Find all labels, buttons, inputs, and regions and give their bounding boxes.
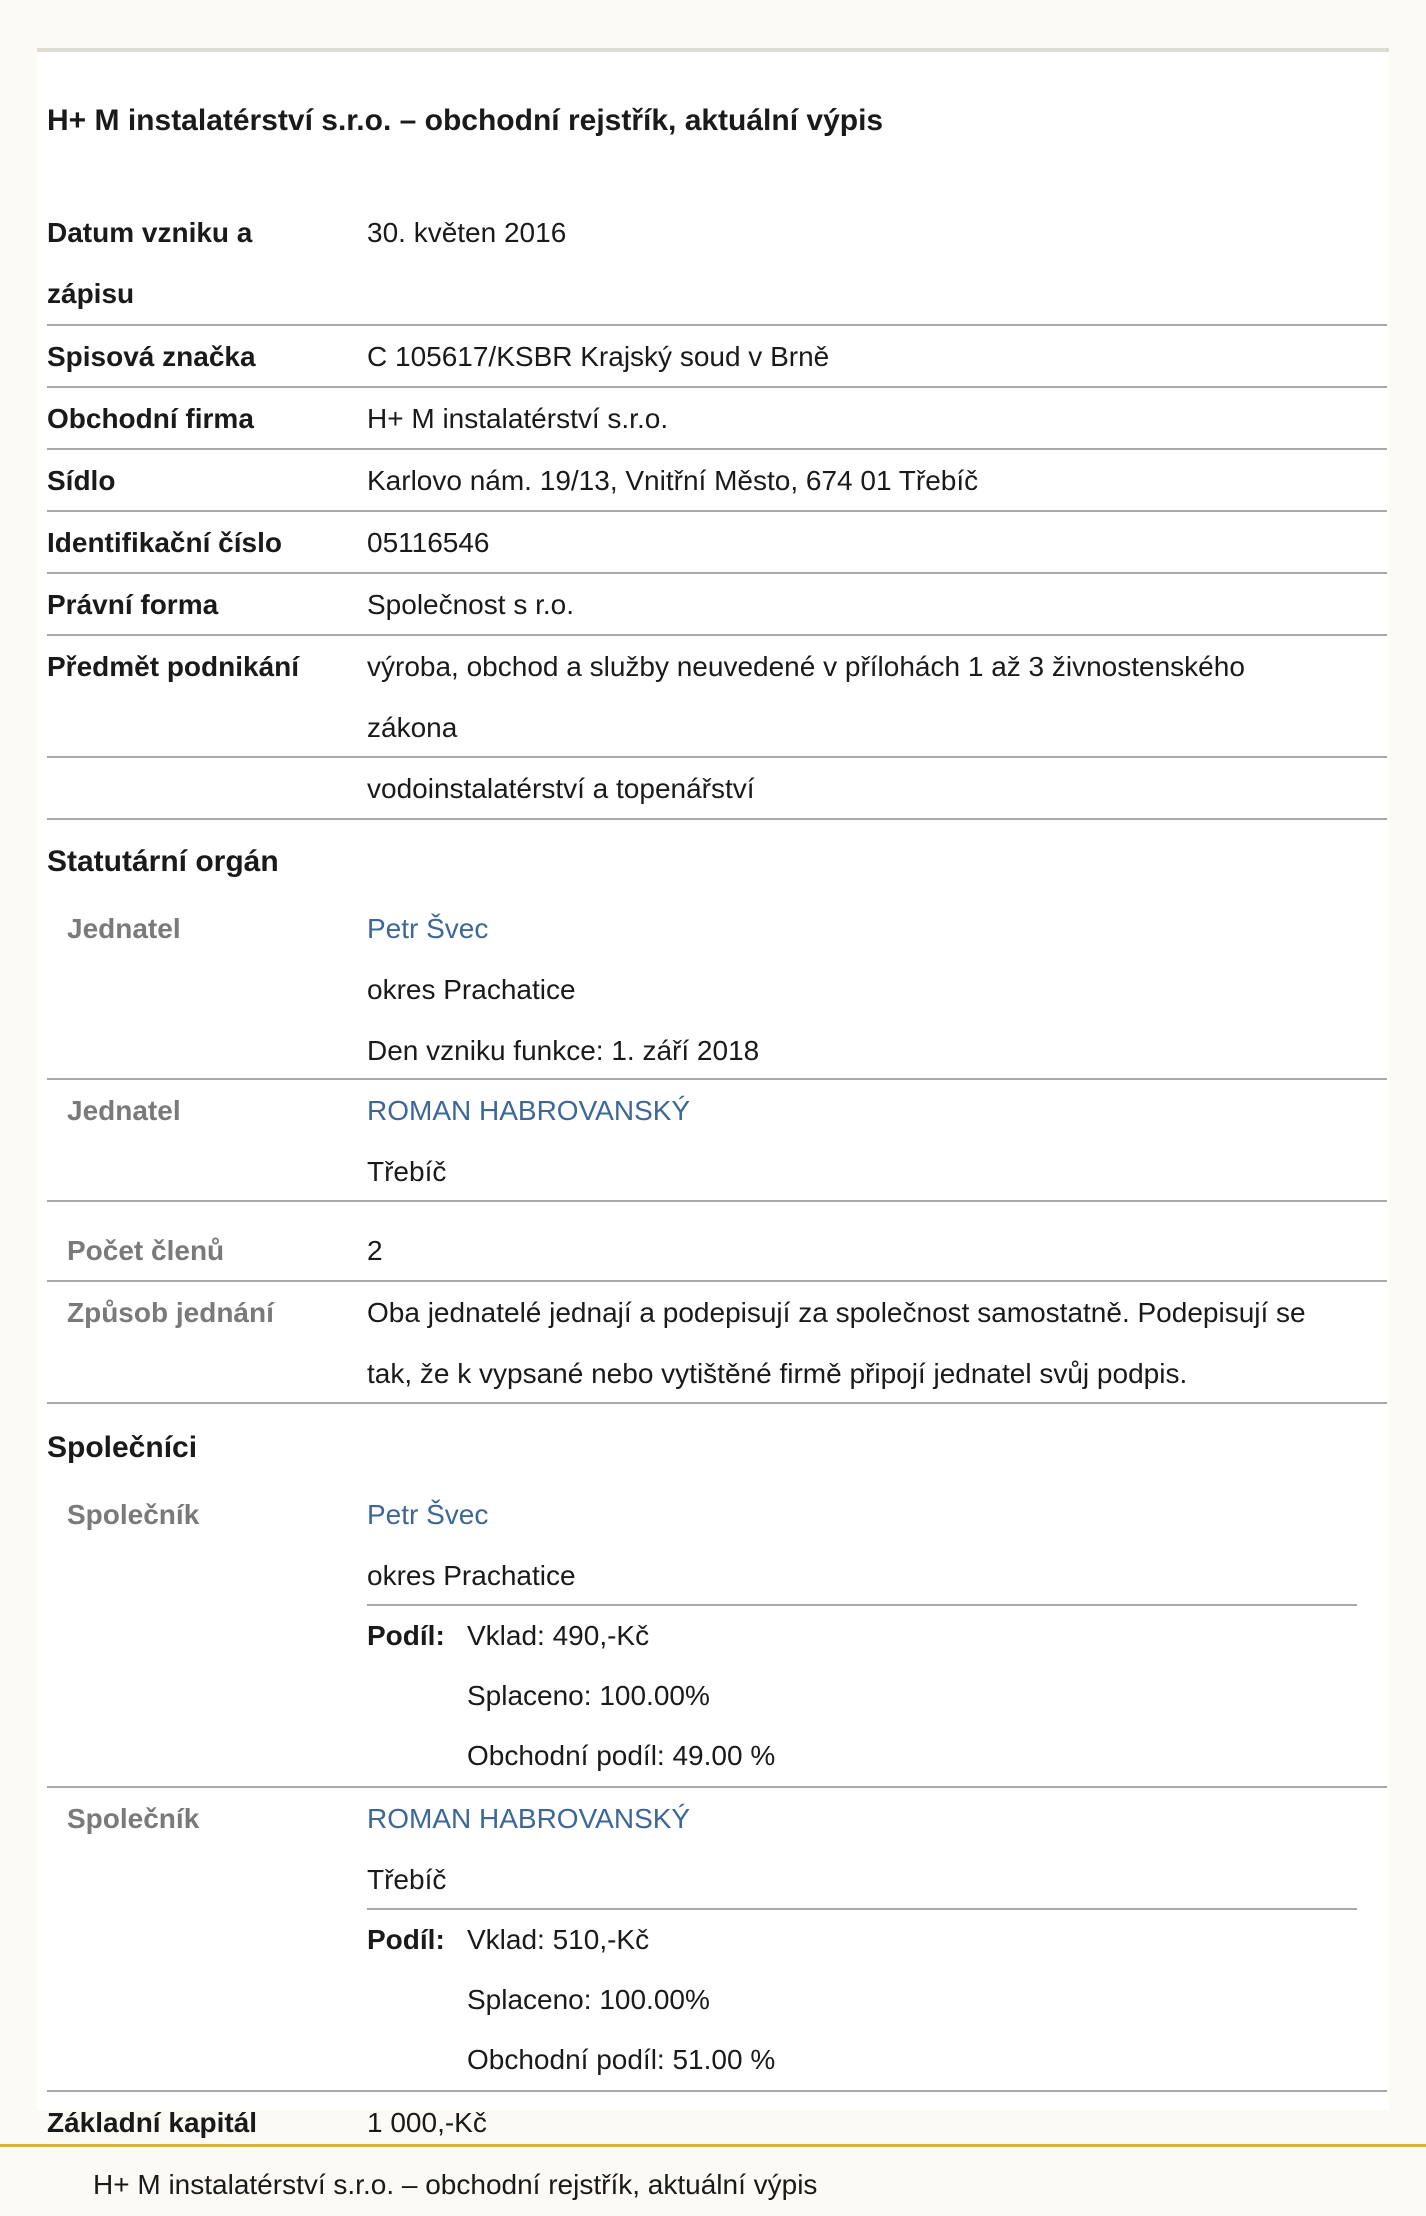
ico-value: 05116546 [367,527,490,558]
share-paid: Splaceno: 100.00% [467,1680,710,1711]
share-percent: Obchodní podíl: 51.00 % [467,2044,776,2075]
member-count-value: 2 [367,1235,383,1266]
partner-share [367,1908,1357,2088]
legal-form-value: Společnost s r.o. [367,589,575,620]
member-place: okres Prachatice [367,974,576,1005]
member-name-link[interactable]: Petr Švec [367,913,489,944]
partner-name-link[interactable]: Petr Švec [367,1499,489,1530]
section-partners-title: Společníci [47,1431,198,1464]
row-firm [47,388,1387,450]
register-extract [37,48,1389,2138]
file-mark-value: C 105617/KSBR Krajský soud v Brně [367,341,830,372]
row-file-mark [47,326,1387,388]
capital-value: 1 000,-Kč [367,2107,487,2138]
partner-name-link[interactable]: ROMAN HABROVANSKÝ [367,1803,691,1834]
member-place: Třebíč [367,1156,447,1187]
share-paid: Splaceno: 100.00% [467,1984,710,2015]
capital-label: Základní kapitál [47,2107,258,2138]
business-item: výroba, obchod a služby neuvedené v přílohách 1 až 3 živnostenského zákona [367,651,1245,743]
partner [47,1484,1387,1788]
business-label: Předmět podnikání [47,651,300,682]
statutory-member [47,1080,1387,1202]
partner-role: Společník [67,1499,200,1530]
member-role: Jednatel [67,913,181,944]
acting-manner-value: Oba jednatelé jednají a podepisují za společnost samostatně. Podepisují se tak, že k vypsané nebo vytištěné firmě připojí jednatel svůj podpis. [367,1297,1306,1389]
share-label: Podíl: [367,1620,445,1651]
statutory-member [47,898,1387,1080]
row-acting-manner [47,1282,1387,1404]
member-name-link[interactable]: ROMAN HABROVANSKÝ [367,1095,691,1126]
share-deposit: Vklad: 510,-Kč [467,1924,650,1955]
business-item: vodoinstalatérství a topenářství [367,773,755,804]
seat-value: Karlovo nám. 19/13, Vnitřní Město, 674 01 Třebíč [367,465,979,496]
member-role: Jednatel [67,1095,181,1126]
member-since: Den vzniku funkce: 1. září 2018 [367,1035,760,1066]
row-seat [47,450,1387,512]
founded-label: Datum vzniku a zápisu [47,217,253,309]
section-statutory-title: Statutární orgán [47,845,279,878]
partner-place: Třebíč [367,1864,447,1895]
founded-value: 30. květen 2016 [367,217,567,248]
ico-label: Identifikační číslo [47,527,282,558]
row-member-count [47,1220,1387,1282]
footer [0,2144,1426,2216]
member-count-label: Počet členů [67,1235,225,1266]
acting-manner-label: Způsob jednání [67,1297,274,1328]
page-title: H+ M instalatérství s.r.o. – obchodní rejstřík, aktuální výpis [47,104,884,137]
firm-label: Obchodní firma [47,403,254,434]
row-ico [47,512,1387,574]
row-founded [47,202,1387,326]
row-legal-form [47,574,1387,636]
seat-label: Sídlo [47,465,116,496]
legal-form-label: Právní forma [47,589,219,620]
footer-title: H+ M instalatérství s.r.o. – obchodní rejstřík, aktuální výpis [93,2169,818,2200]
partner-role: Společník [67,1803,200,1834]
share-percent: Obchodní podíl: 49.00 % [467,1740,776,1771]
firm-value: H+ M instalatérství s.r.o. [367,403,669,434]
file-mark-label: Spisová značka [47,341,256,372]
share-label: Podíl: [367,1924,445,1955]
row-business [47,636,1387,758]
partner [47,1788,1387,2092]
partner-place: okres Prachatice [367,1560,576,1591]
partner-share [367,1604,1357,1784]
share-deposit: Vklad: 490,-Kč [467,1620,650,1651]
row-business-2 [47,758,1387,820]
